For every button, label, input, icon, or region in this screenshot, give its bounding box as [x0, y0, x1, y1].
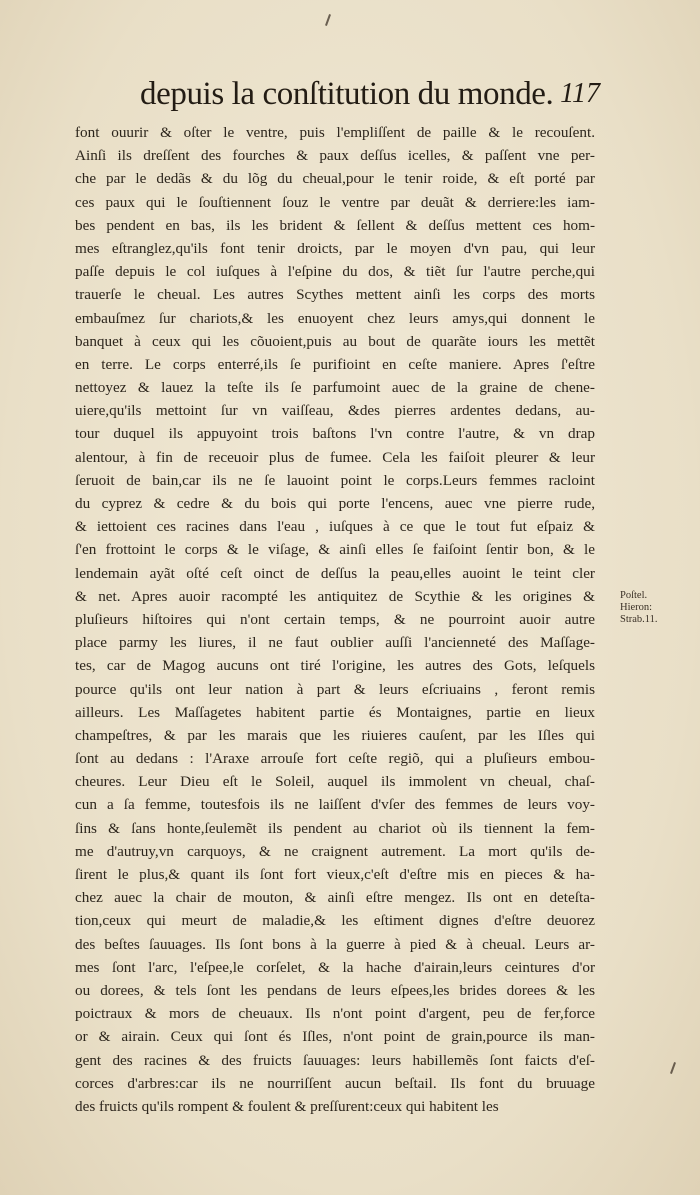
text-line: place parmy les liures, il ne faut oublier auſſi l'ancienneté des Maſſage-	[75, 634, 595, 652]
text-line: or & airain. Ceux qui ſont és Iſles, n'ont point de grain,pource ils man-	[75, 1028, 595, 1046]
text-line: font ouurir & oſter le ventre, puis l'empliſſent de paille & le recouſent.	[75, 124, 595, 141]
text-line: chez auec la chair de mouton, & ainſi eſtre mengez. Ils ont en deteſta-	[75, 889, 595, 907]
text-line: des fruicts qu'ils rompent & foulent & preſſurent:ceux qui habitent les	[75, 1097, 499, 1115]
text-line: gent des racines & des fruicts ſauuages: leurs habillemẽs ſont faicts d'eſ-	[75, 1051, 595, 1069]
text-line: cun a ſa femme, toutesfois ils ne laiſſent d'vſer des femmes de leurs voy-	[75, 796, 595, 814]
ink-mark	[670, 1062, 676, 1074]
page-header	[140, 74, 600, 114]
text-line: ſ'en frottoint le corps & le viſage, & ainſi elles ſe faiſoint ſentir bon, & le	[75, 541, 595, 559]
ink-mark	[325, 14, 331, 26]
text-line: & iettoient ces racines dans l'eau , iuſques à ce que le tout fut eſpaiz &	[75, 518, 595, 536]
text-line: nettoyez & lauez la teſte ils ſe parfumoint auec de la graine de chene-	[75, 379, 595, 397]
text-line: alentour, à fin de receuoir plus de fumee. Cela les faiſoit pleurer & leur	[75, 448, 595, 466]
text-line: Ainſi ils dreſſent des fourches & paux deſſus icelles, & paſſent vne per-	[75, 147, 595, 165]
text-line: che par le dedãs & du lõg du cheual,pour le tenir roide, & eſt porté par	[75, 170, 595, 188]
text-line: trauerſe le cheual. Les autres Scythes mettent ainſi les corps des morts	[75, 286, 595, 304]
text-line: bes pendent en bas, ils les brident & ſellent & deſſus mettent ces hom-	[75, 216, 595, 234]
text-line: ailleurs. Les Maſſagetes habitent partie és Montaignes, partie en lieux	[75, 703, 595, 721]
text-line: cheures. Leur Dieu eſt le Soleil, auquel ils immolent vn cheual, chaſ-	[75, 773, 595, 791]
text-line: embauſmez ſur chariots,& les enuoyent chez leurs amys,qui donnent le	[75, 309, 595, 327]
body-text	[75, 121, 595, 1118]
text-line: lendemain ayãt oſté ceſt oinct de deſſus la peau,elles auoint le teint cler	[75, 564, 595, 582]
page-number: 117	[560, 78, 600, 109]
text-line: pource qu'ils ont leur nation à part & leurs eſcriuains , feront remis	[75, 680, 595, 698]
text-line: ſeruoit de bain,car ils ne ſe lauoint point le corps.Leurs femmes racloint	[75, 471, 595, 489]
text-line: ces paux qui le ſouſtiennent ſouz le ventre par deuãt & derriere:les iam-	[75, 193, 595, 211]
text-line: banquet à ceux qui les cõuoient,puis au bout de quarãte iours les mettẽt	[75, 332, 595, 350]
text-line: tour duquel ils appuyoint trois baſtons l'vn contre l'autre, & vn drap	[75, 425, 595, 443]
text-line: ſirent le plus,& quant ils ſont fort vieux,c'eſt d'eſtre mis en pieces & ha-	[75, 866, 595, 883]
margin-note: Poſtel.	[620, 590, 648, 601]
text-line: ou dorees, & tels ſont les pendans de leurs eſpees,les brides dorees & les	[75, 981, 595, 999]
text-line: ſont au dedans : l'Araxe arrouſe fort ceſte regiõ, qui a pluſieurs embou-	[75, 750, 595, 768]
text-line: paſſe depuis le col iuſques à l'eſpine du dos, & tiẽt ſur l'autre perche,qui	[75, 263, 595, 281]
text-line: du cyprez & cedre & du bois qui porte l'encens, auec vne pierre rude,	[75, 495, 595, 512]
text-line: champeſtres, & par les marais que les riuieres cauſent, par les Iſles qui	[75, 726, 595, 744]
text-line: pluſieurs hiſtoires qui n'ont certain temps, & ne pourroint auoir autre	[75, 610, 595, 628]
margin-note: Strab.11.	[620, 614, 658, 625]
text-line: uiere,qu'ils mettoint ſur vn vaiſſeau, &des pierres ardentes dedans, au-	[75, 402, 595, 420]
margin-note: Hieron:	[620, 602, 653, 613]
text-line: en terre. Le corps enterré,ils ſe purifioint en ceſte maniere. Apres ſ'eſtre	[75, 355, 595, 373]
text-line: mes eſtranglez,qu'ils font tenir droicts, par le moyen d'vn pau, qui leur	[75, 239, 595, 257]
text-line: des beſtes ſauuages. Ils ſont bons à la guerre à pied & à cheual. Leurs ar-	[75, 935, 595, 953]
text-line: tes, car de Magog aucuns ont tiré l'origine, les autres des Gots, leſquels	[75, 657, 595, 675]
text-line: ſins & ſans honte,ſeulemẽt ils pendent au chariot où ils tiennent la fem-	[75, 819, 595, 837]
text-line: poictraux & mors de cheuaux. Ils n'ont point d'argent, peu de fer,force	[75, 1005, 595, 1023]
text-line: corces d'arbres:car ils ne nourriſſent aucun beſtail. Ils font du bruuage	[75, 1074, 595, 1092]
text-line: & net. Apres auoir racompté les antiquitez de Scythie & les origines &	[75, 587, 595, 605]
text-line: mes ſont l'arc, l'eſpee,le corſelet, & la hache d'airain,leurs ceintures d'or	[75, 958, 595, 976]
text-line: tion,ceux qui meurt de maladie,& les eſtiment dignes d'eſtre deuorez	[75, 912, 595, 930]
margin-notes	[620, 590, 690, 626]
text-line: me d'autruy,vn carquoys, & ne craignent autrement. La mort qu'ils de-	[75, 842, 595, 860]
running-title: depuis la conſtitution du monde.	[140, 76, 554, 112]
